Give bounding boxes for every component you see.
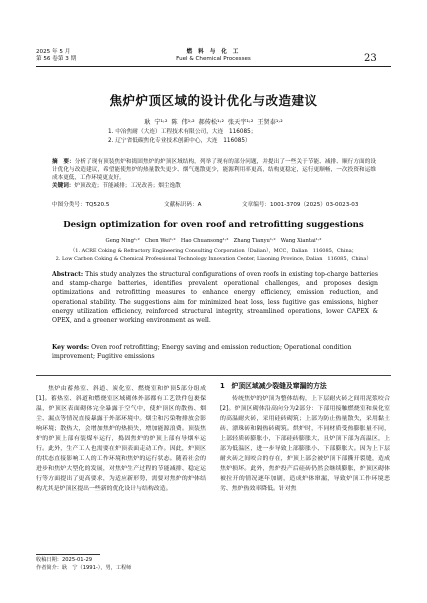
keywords-en-label: Key words: xyxy=(52,344,90,351)
body-column-right xyxy=(220,381,390,494)
header-rule xyxy=(36,66,391,67)
affiliations-en xyxy=(0,248,427,263)
received-date: 收稿日期：2025-01-29 xyxy=(36,557,93,563)
section-heading: 1 炉顶区域减少裂缝及窜漏的方法 xyxy=(220,382,327,390)
affiliation-en-2: 2. Low Carbon Coking & Chemical Professional Technology Innovation Center, Liaoning Province, Dalian 116085，China） xyxy=(55,255,372,262)
affiliation-cn-2: 2. 辽宁省低碳焦化专业技术创新中心，大连 116085） xyxy=(108,138,251,144)
affiliations-cn xyxy=(108,128,256,146)
section-rule xyxy=(36,375,391,376)
issue-volume: 第 56 卷第 3 期 xyxy=(36,56,77,63)
abstract-en xyxy=(52,270,378,325)
abstract-cn-label: 摘 要： xyxy=(52,159,75,165)
body-column-left: 焦炉由蓄热室、斜道、炭化室、燃烧室和炉顶5部分组成[1]。蓄热室、斜道和燃烧室区域砌体外部都有工艺铁件包裹保温，炉顶区表面砌体完全暴露于空气中，使炉顶区的散热、烟尘、漏点等情况直接暴露于外部环境中。烟尘和污染物排放会影响环境；散热大，会增加焦炉的热损失，增加能源浪费。顶装焦炉的炉顶上部有装煤车运行，捣固焦炉的炉顶上部有导烟车运行。此外，生产工人也需要在炉顶表面走动工作。因此，炉顶区的状态直接影响工人的工作环境和焦炉的运行状态。随着社会的进步和焦炉大型化的发展，对焦炉生产过程的节能减排、稳定运行等方面提出了更高要求，为适应新形势，需要对焦炉的炉体结构尤其是炉顶区提出一些新的优化设计与结构改造。 xyxy=(36,386,206,493)
classification-row xyxy=(52,200,382,208)
author-bio: 作者简介：耿 宁（1991-），男，工程师 xyxy=(36,564,132,571)
journal-name-en: Fuel & Chemical Processes xyxy=(176,56,251,63)
footnote xyxy=(36,557,131,572)
keywords-en xyxy=(52,343,378,361)
abstract-cn xyxy=(52,158,376,190)
article-id: 文章编号：1001-3709（2025）03-0023-03 xyxy=(242,202,359,208)
abstract-cn-text: 分析了现有顶装焦炉和捣固焦炉的炉顶区域结构，列举了现有的部分问题，并提出了一些关于节能、减排、顺行方面的设计优化与改造建议，希望能使焦炉的热量散失更少、烟气逸散更少，能源利用率更高，结构更稳定，运行更顺畅，一次投资和运维成本更低，工作环境更友好。 xyxy=(52,159,376,181)
issue-year-month: 2025 年 5 月 xyxy=(36,49,71,55)
section-text: 传统焦炉的炉顶为整体结构，上下层耐火砖之间用泥浆咬合[2]。炉顶区砌体沿高向分为2部分：下部用接触燃烧室和炭化室的高温耐火砖，采用硅砖砌筑；上部为防止热量散失，采用黏土砖、漂珠砖和隔热砖砌筑。烘炉时，不同材质受热膨胀量不同，上部轻质砖膨胀小，下部硅砖膨胀大，且炉顶下部为高温区，上部为低温区，进一步导致上部膨胀小、下部膨胀大。因为上下层耐火砖之间咬合的存在，炉顶上部会被炉顶下部撕开裂缝，造成焦炉损坏。此外，焦炉投产后硅砖仍然会继续膨胀，炉顶区砌体被拉开的情况逐年加剧，造成炉体窜漏，导致炉顶工作环境恶劣、焦炉热效率降低。针对焦 xyxy=(220,396,390,493)
keywords-en-text: Oven roof retrofitting; Energy saving and emission reduction; Operational condition improvement; Fugitive emissions xyxy=(52,344,352,361)
journal-name-cn: 燃 料 与 化 工 xyxy=(186,49,241,55)
page-number: 23 xyxy=(364,53,377,64)
clc-number: 中图分类号：TQ520.5 xyxy=(52,202,110,208)
keywords-cn-text: 炉顶改造；节能减排；工况改善；烟尘逸散 xyxy=(74,183,181,189)
abstract-en-label: Abstract: xyxy=(52,271,84,278)
affiliation-cn-1: 1. 中冶焦耐（大连）工程技术有限公司，大连 116085； xyxy=(108,129,257,135)
abstract-en-text: This study analyzes the structural configurations of oven roofs in existing top-charge batteries and stamp-charge batteries, identifies prevalent operational challenges, and proposes design optimizations and retrofitting measures to enhance energy efficiency, emission reduction, and operational stability. The suggestions aim for minimized heat loss, less fugitive gas emissions, higher energy utilization efficiency, reinforced structural integrity, streamlined operations, lower CAPEX & OPEX, and a greener working environment as well. xyxy=(52,271,379,325)
document-code: 文献标识码：A xyxy=(164,202,202,208)
journal-name xyxy=(0,49,427,63)
keywords-cn-label: 关键词： xyxy=(52,183,75,189)
article-title-en: Design optimization for oven roof and retrofitting suggestions xyxy=(63,220,364,230)
authors-cn: 耿 宁¹˒² 陈 伟¹˒² 郝传松¹˒² 张天宇¹˒² 王贤泰¹˒² xyxy=(144,119,283,126)
footnote-rule xyxy=(36,554,100,555)
affiliation-en-1: （1. ACRE Coking & Refractory Engineering Consulting Corporation（Dalian），MCC，Dalian 116085，China； xyxy=(70,248,357,254)
authors-en: Geng Ning¹˒² Chen Wei¹˒² Hao Chuansong¹˒² Zhang Tianyu¹˒² Wang Xiantai¹˒² xyxy=(105,238,322,244)
article-title-cn: 焦炉炉顶区域的设计优化与改造建议 xyxy=(109,93,318,108)
